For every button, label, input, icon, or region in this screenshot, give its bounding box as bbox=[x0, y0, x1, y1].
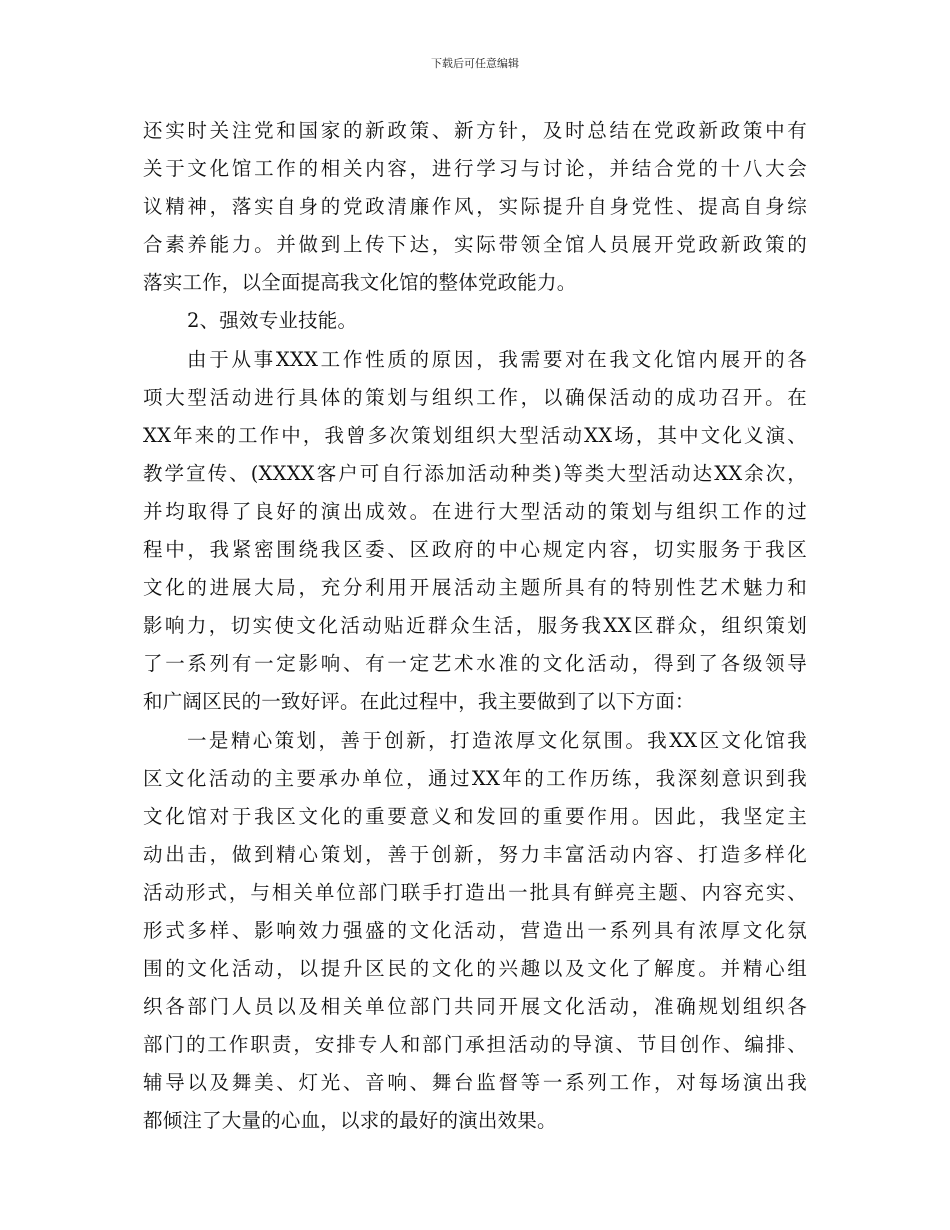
page-header: 下载后可任意编辑 bbox=[431, 57, 519, 70]
text-line: 都倾注了大量的心血，以求的最好的演出效果。 bbox=[143, 1109, 557, 1133]
text-line: 和广阔区民的一致好评。在此过程中，我主要做到了以下方面： bbox=[143, 690, 695, 714]
text-line: 织各部门人员以及相关单位部门共同开展文化活动，准确规划组织各 bbox=[143, 995, 807, 1019]
text-line: 落实工作，以全面提高我文化馆的整体党政能力。 bbox=[143, 271, 577, 295]
text-line: 还实时关注党和国家的新政策、新方针，及时总结在党政新政策中有 bbox=[143, 119, 807, 142]
text-line: 动出击，做到精心策划，善于创新，努力丰富活动内容、打造多样化 bbox=[143, 842, 807, 866]
text-line: 议精神，落实自身的党政清廉作风，实际提升自身党性、提高自身综 bbox=[143, 195, 807, 219]
text-line: 教学宣传、(XXXX客户可自行添加活动种类)等类大型活动达XX余次， bbox=[143, 461, 807, 485]
text-line: 文化的进展大局，充分利用开展活动主题所具有的特别性艺术魅力和 bbox=[143, 576, 807, 600]
text-line: 合素养能力。并做到上传下达，实际带领全馆人员展开党政新政策的 bbox=[143, 233, 807, 257]
text-line: 活动形式，与相关单位部门联手打造出一批具有鲜亮主题、内容充实、 bbox=[143, 880, 807, 904]
text-line: 了一系列有一定影响、有一定艺术水准的文化活动，得到了各级领导 bbox=[143, 652, 807, 676]
text-line: 影响力，切实使文化活动贴近群众生活，服务我XX区群众，组织策划 bbox=[143, 614, 807, 638]
text-line: 关于文化馆工作的相关内容，进行学习与讨论，并结合党的十八大会 bbox=[143, 157, 807, 181]
text-line: 辅导以及舞美、灯光、音响、舞台监督等一系列工作，对每场演出我 bbox=[143, 1071, 807, 1095]
text-line: 形式多样、影响效力强盛的文化活动，营造出一系列具有浓厚文化氛 bbox=[143, 918, 807, 942]
text-line: 区文化活动的主要承办单位，通过XX年的工作历练，我深刻意识到我 bbox=[143, 766, 807, 790]
text-line: 由于从事XXX工作性质的原因，我需要对在我文化馆内展开的各 bbox=[187, 347, 807, 371]
document-body bbox=[143, 112, 807, 1141]
text-line: 文化馆对于我区文化的重要意义和发回的重要作用。因此，我坚定主 bbox=[143, 804, 807, 828]
text-line: 程中，我紧密围绕我区委、区政府的中心规定内容，切实服务于我区 bbox=[143, 538, 807, 562]
text-line: 一是精心策划，善于创新，打造浓厚文化氛围。我XX区文化馆我 bbox=[187, 728, 807, 752]
text-line: XX年来的工作中，我曾多次策划组织大型活动XX场，其中文化义演、 bbox=[143, 423, 807, 447]
text-line: 项大型活动进行具体的策划与组织工作，以确保活动的成功召开。在 bbox=[143, 385, 807, 409]
section-heading: 2、强效专业技能。 bbox=[187, 309, 358, 333]
text-line: 围的文化活动，以提升区民的文化的兴趣以及文化了解度。并精心组 bbox=[143, 957, 807, 981]
text-line: 部门的工作职责，安排专人和部门承担活动的导演、节目创作、编排、 bbox=[143, 1033, 807, 1057]
text-line: 并均取得了良好的演出成效。在进行大型活动的策划与组织工作的过 bbox=[143, 499, 807, 523]
